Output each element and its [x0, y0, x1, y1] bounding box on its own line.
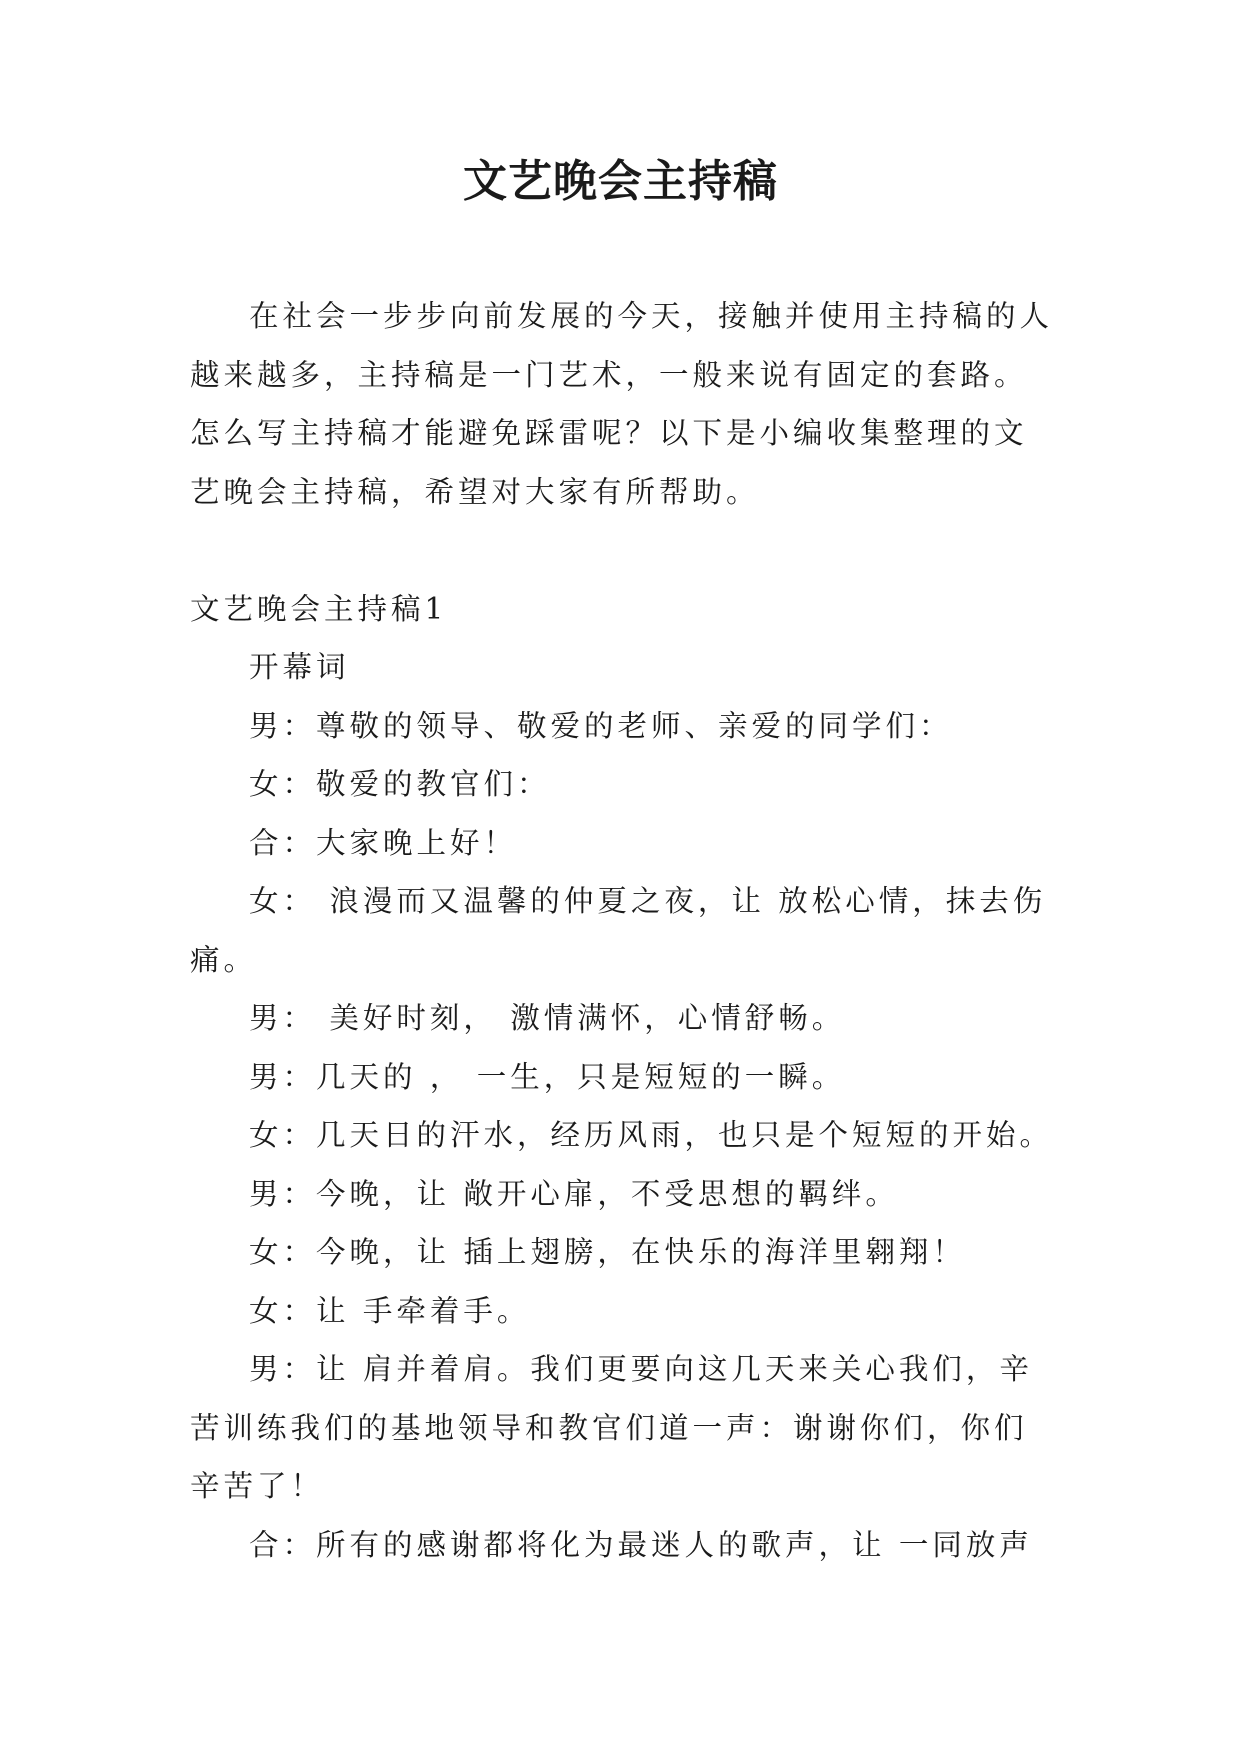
script-line: 合：大家晚上好！ — [249, 825, 518, 860]
script-line: 男： 美好时刻， 激情满怀，心情舒畅。 — [249, 1001, 846, 1035]
script-line: 女：几天日的汗水，经历风雨，也只是个短短的开始。 — [249, 1118, 1054, 1152]
script-line: 女： 浪漫而又温馨的仲夏之夜，让 放松心情，抹去伤痛。 — [190, 884, 1047, 977]
document-title: 文艺晚会主持稿 — [463, 156, 778, 207]
script-line: 女：让 手牵着手。 — [249, 1293, 531, 1328]
paragraph-spacer — [190, 521, 1060, 580]
script-line: 合：所有的感谢都将化为最迷人的歌声，让 一同放声 — [249, 1527, 1033, 1562]
document-body — [190, 287, 1060, 1574]
script-line: 男：今晚，让 敞开心扉，不受思想的羁绊。 — [249, 1176, 899, 1211]
script-line: 男：让 肩并着肩。我们更要向这几天来关心我们，辛苦训练我们的基地领导和教官们道一声：谢谢你们，你们辛苦了！ — [190, 1352, 1033, 1503]
script-line: 男：尊敬的领导、敬爱的老师、亲爱的同学们： — [249, 708, 953, 743]
section-heading: 文艺晚会主持稿1 — [190, 591, 448, 626]
script-line: 开幕词 — [249, 650, 350, 684]
script-line: 女：今晚，让 插上翅膀，在快乐的海洋里翱翔！ — [249, 1235, 966, 1269]
script-line: 女：敬爱的教官们： — [249, 767, 551, 801]
intro-paragraph: 在社会一步步向前发展的今天，接触并使用主持稿的人越来越多，主持稿是一门艺术，一般来说有固定的套路。怎么写主持稿才能避免踩雷呢？以下是小编收集整理的文艺晚会主持稿，希望对大家有所帮助。 — [190, 299, 1054, 509]
script-line: 男：几天的 ， 一生，只是短短的一瞬。 — [249, 1059, 846, 1094]
